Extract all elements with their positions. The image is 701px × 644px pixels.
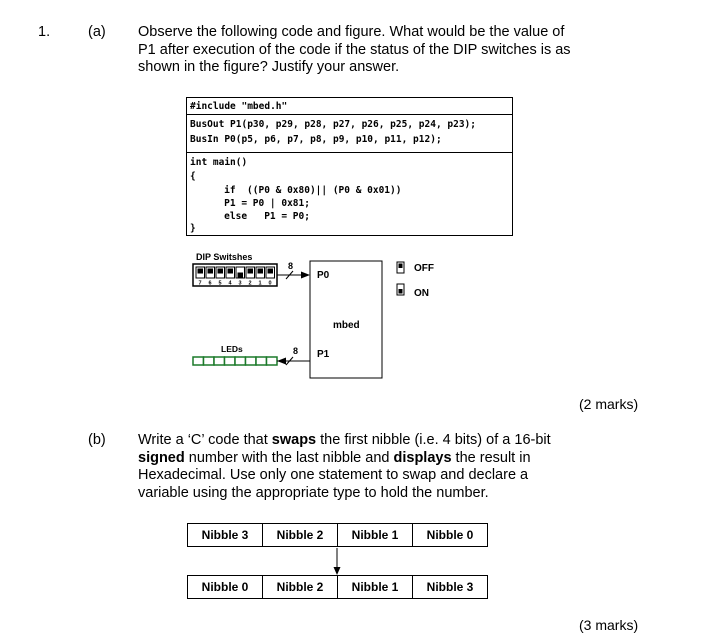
- led: [267, 357, 278, 365]
- p1-bus-width: 8: [293, 346, 299, 356]
- nibble-row-original: [187, 523, 474, 547]
- code-line: #include "mbed.h": [190, 101, 288, 112]
- nibble-cell: Nibble 1: [338, 575, 413, 599]
- legend-on-label: ON: [414, 288, 429, 299]
- part-b-text: number with the last nibble and: [184, 449, 394, 466]
- led: [225, 357, 236, 365]
- part-a-marks: (2 marks): [579, 396, 639, 412]
- legend-off-label: OFF: [414, 263, 434, 274]
- p0-port-label: P0: [317, 270, 330, 281]
- dip-switch-knob: [208, 269, 214, 274]
- dip-switch-knob: [218, 269, 224, 274]
- swap-arrow-head: [334, 567, 341, 575]
- part-a-question-line: shown in the figure? Justify your answer.: [138, 59, 400, 75]
- led: [246, 357, 257, 365]
- part-b-marks: (3 marks): [579, 617, 639, 633]
- nibble-row-swapped: [187, 575, 474, 599]
- part-b-line: Hexadecimal. Use only one statement to swap and declare a: [138, 467, 529, 483]
- part-b-line: variable using the appropriate type to hold the number.: [138, 484, 489, 501]
- nibble-cell: Nibble 0: [413, 523, 488, 547]
- p1-arrow: [277, 358, 286, 365]
- led: [235, 357, 246, 365]
- dip-number: 4: [228, 280, 232, 287]
- code-line: if ((P0 & 0x80)|| (P0 & 0x01)): [207, 185, 402, 196]
- dip-number: 3: [238, 280, 242, 287]
- part-b-bold-text: displays: [393, 449, 452, 466]
- led: [193, 357, 204, 365]
- part-b-text: the result in: [451, 449, 531, 466]
- dip-number: 6: [208, 280, 212, 287]
- code-line: {: [190, 171, 196, 182]
- part-b-bold-text: signed: [138, 449, 185, 466]
- dip-switch-knob: [238, 273, 244, 278]
- code-line: }: [190, 223, 196, 234]
- p0-arrow: [301, 272, 310, 279]
- dip-number: 1: [258, 280, 262, 287]
- dip-switch-knob: [258, 269, 264, 274]
- question-number: 1.: [38, 24, 51, 40]
- code-line: BusIn P0(p5, p6, p7, p8, p9, p10, p11, p12);: [190, 134, 442, 145]
- part-a-label: (a): [88, 24, 106, 40]
- nibble-cell: Nibble 3: [188, 523, 263, 547]
- nibble-cell: Nibble 2: [263, 523, 338, 547]
- part-b-question: [138, 432, 598, 502]
- dip-label: DIP Switshes: [196, 252, 253, 262]
- part-b-line: [138, 450, 598, 468]
- part-b-text: Write a ‘C’ code that: [138, 432, 272, 448]
- code-line: int main(): [190, 157, 248, 168]
- code-line: P1 = P0 | 0x81;: [207, 198, 310, 209]
- p1-port-label: P1: [317, 349, 330, 360]
- part-b-bold-text: swaps: [271, 432, 317, 448]
- dip-switch-knob: [248, 269, 254, 274]
- dip-number: 7: [198, 280, 202, 287]
- legend-on-knob: [399, 289, 403, 294]
- nibble-cell: Nibble 0: [188, 575, 263, 599]
- part-b-text: the first nibble (i.e. 4 bits) of a 16-bit: [316, 432, 551, 448]
- dip-switch-knob: [228, 269, 234, 274]
- p0-bus-width: 8: [288, 261, 294, 271]
- leds-label: LEDs: [221, 344, 243, 354]
- dip-number: 0: [268, 280, 272, 287]
- dip-switch-knob: [268, 269, 274, 274]
- part-a-question-line: P1 after execution of the code if the status of the DIP switches is as: [138, 41, 571, 58]
- led: [204, 357, 215, 365]
- led: [214, 357, 225, 365]
- mbed-label: mbed: [333, 320, 360, 331]
- nibble-cell: Nibble 1: [338, 523, 413, 547]
- part-a-question-line: Observe the following code and figure. What would be the value of: [138, 24, 565, 40]
- dip-number: 5: [218, 280, 222, 287]
- part-b-label: (b): [88, 432, 106, 448]
- code-line: else P1 = P0;: [207, 211, 310, 222]
- dip-number: 2: [248, 280, 252, 287]
- led: [256, 357, 267, 365]
- led-bar: [193, 357, 277, 365]
- nibble-cell: Nibble 3: [413, 575, 488, 599]
- legend-off-knob: [399, 264, 403, 269]
- part-b-line: [138, 432, 598, 450]
- nibble-cell: Nibble 2: [263, 575, 338, 599]
- code-line: BusOut P1(p30, p29, p28, p27, p26, p25, p24, p23);: [190, 119, 476, 130]
- dip-switch-knob: [198, 269, 204, 274]
